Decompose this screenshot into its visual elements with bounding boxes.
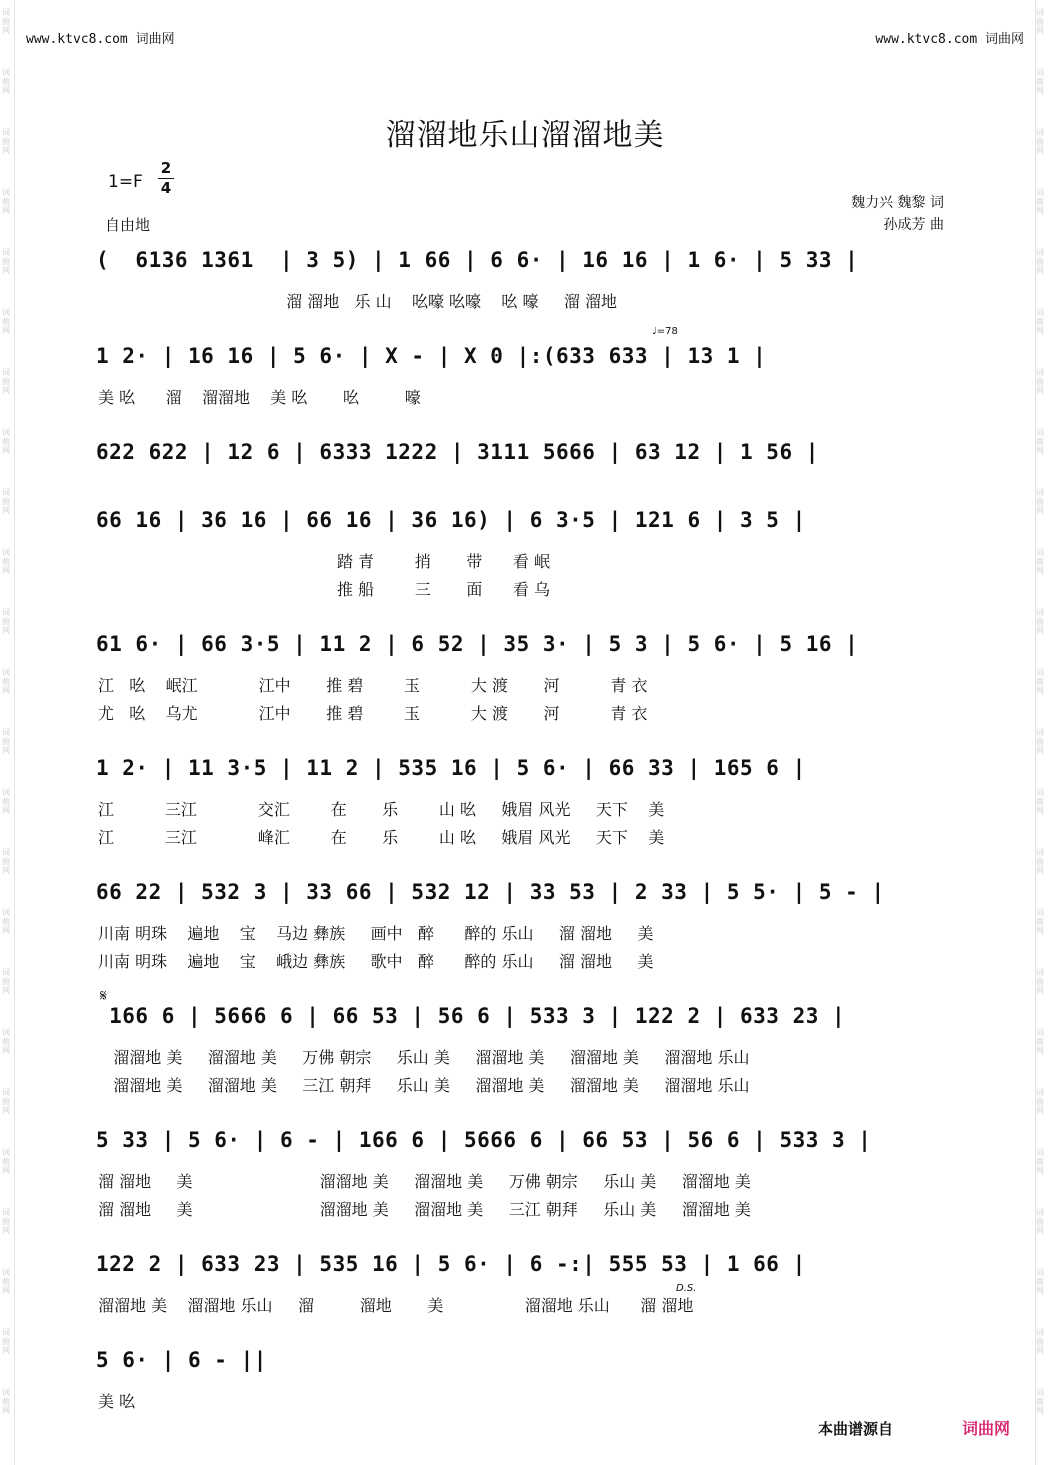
lyric-row-7b: 川南 明珠 遍地 宝 峨边 彝族 歌中 醉 醉的 乐山 溜 溜地 美 bbox=[98, 952, 654, 971]
lyric-row-11: 美 吆 bbox=[98, 1392, 136, 1411]
watermark-stamp: 词 曲 网 bbox=[1036, 1088, 1044, 1115]
watermark-stamp: 词 曲 网 bbox=[2, 728, 10, 755]
watermark-stamp: 词 曲 网 bbox=[2, 1388, 10, 1415]
lyric-row-7a: 川南 明珠 遍地 宝 马边 彝族 画中 醉 醉的 乐山 溜 溜地 美 bbox=[98, 924, 654, 943]
lyric-row-4a: 踏 青 捎 带 看 岷 bbox=[98, 552, 551, 571]
lyric-row-9a: 溜 溜地 美 溜溜地 美 溜溜地 美 万佛 朝宗 乐山 美 溜溜地 美 bbox=[98, 1172, 751, 1191]
watermark-stamp: 词 曲 网 bbox=[1036, 128, 1044, 155]
lyric-row-4b: 推 船 三 面 看 乌 bbox=[98, 580, 551, 599]
tempo-mark: ♩=78 bbox=[652, 326, 678, 337]
watermark-stamp: 词 曲 网 bbox=[2, 1148, 10, 1175]
watermark-stamp: 词 曲 网 bbox=[1036, 1028, 1044, 1055]
watermark-stamp: 词 曲 网 bbox=[2, 1028, 10, 1055]
time-signature bbox=[158, 159, 174, 198]
song-title: 溜溜地乐山溜溜地美 bbox=[385, 118, 665, 153]
watermark-stamp: 词 曲 网 bbox=[1036, 248, 1044, 275]
composer-credit: 孙成芳 曲 bbox=[883, 217, 944, 233]
lyric-row-6b: 江 三江 峰汇 在 乐 山 吆 娥眉 风光 天下 美 bbox=[98, 828, 665, 847]
watermark-stamp: 词 曲 网 bbox=[1036, 1268, 1044, 1295]
watermark-stamp: 词 曲 网 bbox=[1036, 548, 1044, 575]
watermark-stamp: 词 曲 网 bbox=[2, 1208, 10, 1235]
lyric-row-8b: 溜溜地 美 溜溜地 美 三江 朝拜 乐山 美 溜溜地 美 溜溜地 美 溜溜地 乐山 bbox=[98, 1076, 750, 1095]
notation-row-3: 622 622 | 12 6 | 6333 1222 | 3111 5666 | 63 12 | 1 56 | bbox=[96, 440, 819, 464]
notation-row-9: 5 33 | 5 6· | 6 - | 166 6 | 5666 6 | 66 53 | 56 6 | 533 3 | bbox=[96, 1128, 872, 1152]
notation-row-7: 66 22 | 532 3 | 33 66 | 532 12 | 33 53 | 2 33 | 5 5· | 5 - | bbox=[96, 880, 885, 904]
watermark-stamp: 词 曲 网 bbox=[1036, 728, 1044, 755]
watermark-stamp: 词 曲 网 bbox=[1036, 848, 1044, 875]
watermark-stamp: 词 曲 网 bbox=[2, 1268, 10, 1295]
watermark-stamp: 词 曲 网 bbox=[1036, 68, 1044, 95]
watermark-stamp: 词 曲 网 bbox=[2, 608, 10, 635]
site-header-left: www.ktvc8.com 词曲网 bbox=[26, 32, 175, 47]
watermark-stamp: 词 曲 网 bbox=[2, 248, 10, 275]
source-label: 本曲谱源自 bbox=[818, 1420, 894, 1438]
watermark-stamp: 词 曲 网 bbox=[2, 488, 10, 515]
watermark-stamp: 词 曲 网 bbox=[1036, 1328, 1044, 1355]
watermark-stamp: 词 曲 网 bbox=[2, 548, 10, 575]
watermark-stamp: 词 曲 网 bbox=[2, 428, 10, 455]
lyric-row-1: 溜 溜地 乐 山 吆嚎 吆嚎 吆 嚎 溜 溜地 bbox=[98, 292, 617, 311]
time-signature-bottom: 4 bbox=[158, 178, 174, 198]
notation-row-1: ( 6136 1361 | 3 5) | 1 66 | 6 6· | 16 16 | 1 6· | 5 33 | bbox=[96, 248, 859, 272]
watermark-stamp: 词 曲 网 bbox=[1036, 308, 1044, 335]
tempo-word: 自由地 bbox=[105, 216, 151, 234]
lyric-row-2: 美 吆 溜 溜溜地 美 吆 吆 嚎 bbox=[98, 388, 421, 407]
lyric-row-5b: 尤 吆 乌尤 江中 推 碧 玉 大 渡 河 青 衣 bbox=[98, 704, 648, 723]
lyric-row-6a: 江 三江 交汇 在 乐 山 吆 娥眉 风光 天下 美 bbox=[98, 800, 665, 819]
watermark-stamp: 词 曲 网 bbox=[1036, 788, 1044, 815]
watermark-stamp: 词 曲 网 bbox=[2, 368, 10, 395]
watermark-stamp: 词 曲 网 bbox=[2, 308, 10, 335]
watermark-stamp: 词 曲 网 bbox=[2, 1328, 10, 1355]
lyric-row-5a: 江 吆 岷江 江中 推 碧 玉 大 渡 河 青 衣 bbox=[98, 676, 648, 695]
site-header-right: www.ktvc8.com 词曲网 bbox=[875, 32, 1024, 47]
notation-row-5: 61 6· | 66 3·5 | 11 2 | 6 52 | 35 3· | 5 3 | 5 6· | 5 16 | bbox=[96, 632, 859, 656]
ds-mark: D.S. bbox=[676, 1283, 697, 1294]
watermark-stamp: 词 曲 网 bbox=[1036, 668, 1044, 695]
notation-row-10: 122 2 | 633 23 | 535 16 | 5 6· | 6 -:| 555 53 | 1 66 | bbox=[96, 1252, 806, 1276]
watermark-stamp: 词 曲 网 bbox=[1036, 1388, 1044, 1415]
watermark-stamp: 词 曲 网 bbox=[2, 668, 10, 695]
watermark-stamp: 词 曲 网 bbox=[2, 68, 10, 95]
lyric-row-10: 溜溜地 美 溜溜地 乐山 溜 溜地 美 溜溜地 乐山 溜 溜地 bbox=[98, 1296, 694, 1315]
watermark-stamp: 词 曲 网 bbox=[1036, 908, 1044, 935]
notation-row-6: 1 2· | 11 3·5 | 11 2 | 535 16 | 5 6· | 66 33 | 165 6 | bbox=[96, 756, 806, 780]
notation-row-11: 5 6· | 6 - || bbox=[96, 1348, 267, 1372]
watermark-stamp: 词 曲 网 bbox=[2, 188, 10, 215]
watermark-stamp: 词 曲 网 bbox=[2, 848, 10, 875]
watermark-stamp: 词 曲 网 bbox=[1036, 608, 1044, 635]
watermark-stamp: 词 曲 网 bbox=[2, 968, 10, 995]
notation-row-4: 66 16 | 36 16 | 66 16 | 36 16) | 6 3·5 | 121 6 | 3 5 | bbox=[96, 508, 806, 532]
lyricist-credit: 魏力兴 魏黎 词 bbox=[851, 195, 944, 211]
time-signature-top: 2 bbox=[160, 159, 172, 177]
segno-sign: 𝄋 bbox=[100, 986, 107, 1005]
watermark-stamp: 词 曲 网 bbox=[1036, 188, 1044, 215]
watermark-stamp: 词 曲 网 bbox=[2, 908, 10, 935]
notation-row-2: 1 2· | 16 16 | 5 6· | X - | X 0 |:(633 633 | 13 1 | bbox=[96, 344, 767, 368]
watermark-stamp: 词 曲 网 bbox=[1036, 1148, 1044, 1175]
watermark-stamp: 词 曲 网 bbox=[1036, 488, 1044, 515]
watermark-stamp: 词 曲 网 bbox=[2, 8, 10, 35]
watermark-stamp: 词 曲 网 bbox=[2, 128, 10, 155]
watermark-stamp: 词 曲 网 bbox=[1036, 8, 1044, 35]
watermark-stamp: 词 曲 网 bbox=[1036, 428, 1044, 455]
watermark-stamp: 词 曲 网 bbox=[2, 1088, 10, 1115]
notation-row-8: 166 6 | 5666 6 | 66 53 | 56 6 | 533 3 | 122 2 | 633 23 | bbox=[96, 1004, 846, 1028]
watermark-stamp: 词 曲 网 bbox=[1036, 1208, 1044, 1235]
watermark-stamp: 词 曲 网 bbox=[1036, 968, 1044, 995]
lyric-row-8a: 溜溜地 美 溜溜地 美 万佛 朝宗 乐山 美 溜溜地 美 溜溜地 美 溜溜地 乐山 bbox=[98, 1048, 750, 1067]
lyric-row-9b: 溜 溜地 美 溜溜地 美 溜溜地 美 三江 朝拜 乐山 美 溜溜地 美 bbox=[98, 1200, 751, 1219]
watermark-stamp: 词 曲 网 bbox=[1036, 368, 1044, 395]
key-signature: 1=F bbox=[108, 172, 143, 192]
brand-logo-text: 词曲网 bbox=[962, 1419, 1011, 1438]
watermark-stamp: 词 曲 网 bbox=[2, 788, 10, 815]
